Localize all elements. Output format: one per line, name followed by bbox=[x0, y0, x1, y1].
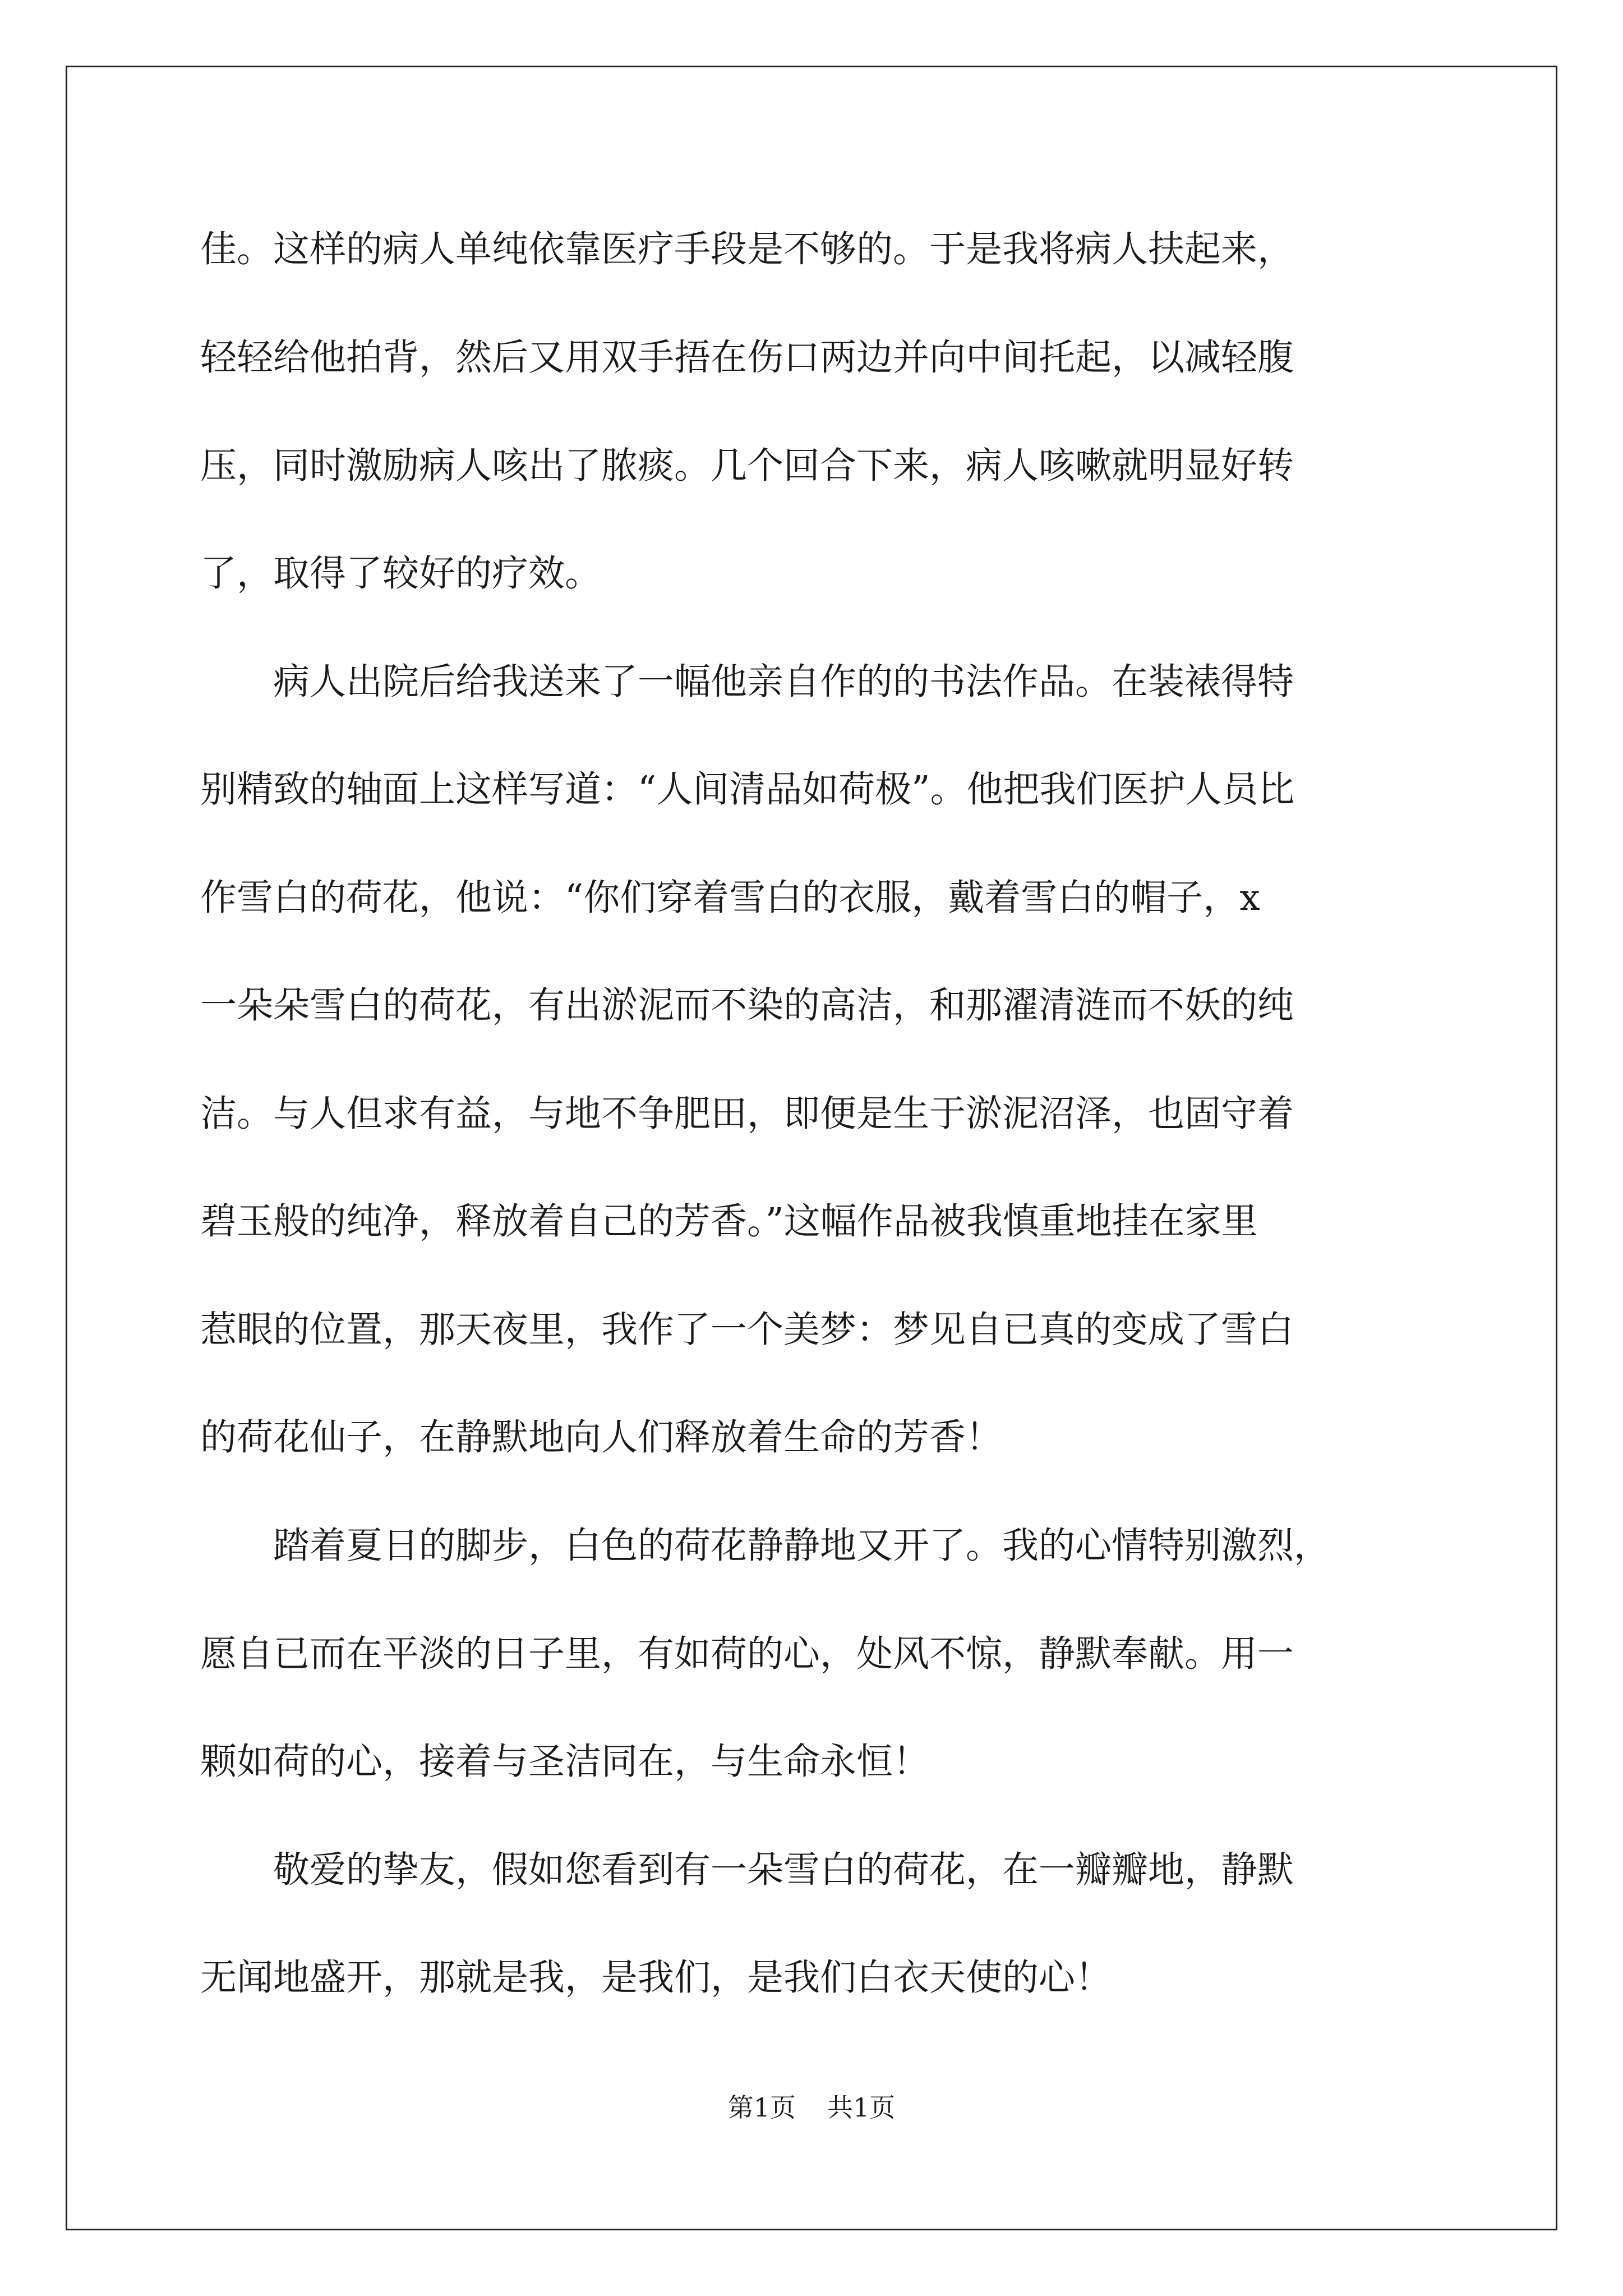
text-line-9: 洁。与人但求有益，与地不争肥田，即便是生于淤泥沼泽，也固守着 bbox=[200, 1093, 1294, 1135]
text-line-4: 了，取得了较好的疗效。 bbox=[200, 553, 602, 595]
text-line-15: 颗如荷的心，接着与圣洁同在，与生命永恒！ bbox=[200, 1741, 930, 1783]
page-number: 第1页 bbox=[727, 2092, 796, 2123]
text-line-14: 愿自已而在平淡的日子里，有如荷的心，处风不惊，静默奉献。用一 bbox=[200, 1633, 1294, 1675]
text-line-2: 轻轻给他拍背，然后又用双手捂在伤口两边并向中间托起，以减轻腹 bbox=[200, 337, 1294, 379]
text-line-6: 别精致的轴面上这样写道：“人间清品如荷极”。他把我们医护人员比 bbox=[200, 769, 1295, 811]
text-line-5: 病人出院后给我送来了一幅他亲自作的的书法作品。在装裱得特 bbox=[200, 661, 1294, 703]
text-line-11: 惹眼的位置，那天夜里，我作了一个美梦：梦见自已真的变成了雪白 bbox=[200, 1309, 1294, 1351]
text-line-1: 佳。这样的病人单纯依靠医疗手段是不够的。于是我将病人扶起来， bbox=[200, 228, 1294, 270]
text-line-13: 踏着夏日的脚步，白色的荷花静静地又开了。我的心情特别激烈， bbox=[200, 1525, 1331, 1567]
text-line-10: 碧玉般的纯净，释放着自己的芳香。”这幅作品被我慎重地挂在家里 bbox=[200, 1200, 1258, 1243]
text-line-7: 作雪白的荷花，他说：“你们穿着雪白的衣服，戴着雪白的帽子，x bbox=[200, 877, 1260, 919]
page-frame bbox=[66, 66, 1557, 2230]
page-footer bbox=[0, 2091, 1623, 2124]
page-total: 共1页 bbox=[827, 2092, 896, 2123]
text-line-16: 敬爱的挚友，假如您看到有一朵雪白的荷花，在一瓣瓣地，静默 bbox=[200, 1849, 1294, 1891]
text-line-17: 无闻地盛开，那就是我，是我们，是我们白衣天使的心！ bbox=[200, 1957, 1112, 1999]
text-line-3: 压，同时激励病人咳出了脓痰。几个回合下来，病人咳嗽就明显好转 bbox=[200, 445, 1294, 487]
text-line-8: 一朵朵雪白的荷花，有出淤泥而不染的高洁，和那濯清涟而不妖的纯 bbox=[200, 984, 1294, 1027]
text-line-12: 的荷花仙子，在静默地向人们释放着生命的芳香！ bbox=[200, 1416, 1003, 1458]
